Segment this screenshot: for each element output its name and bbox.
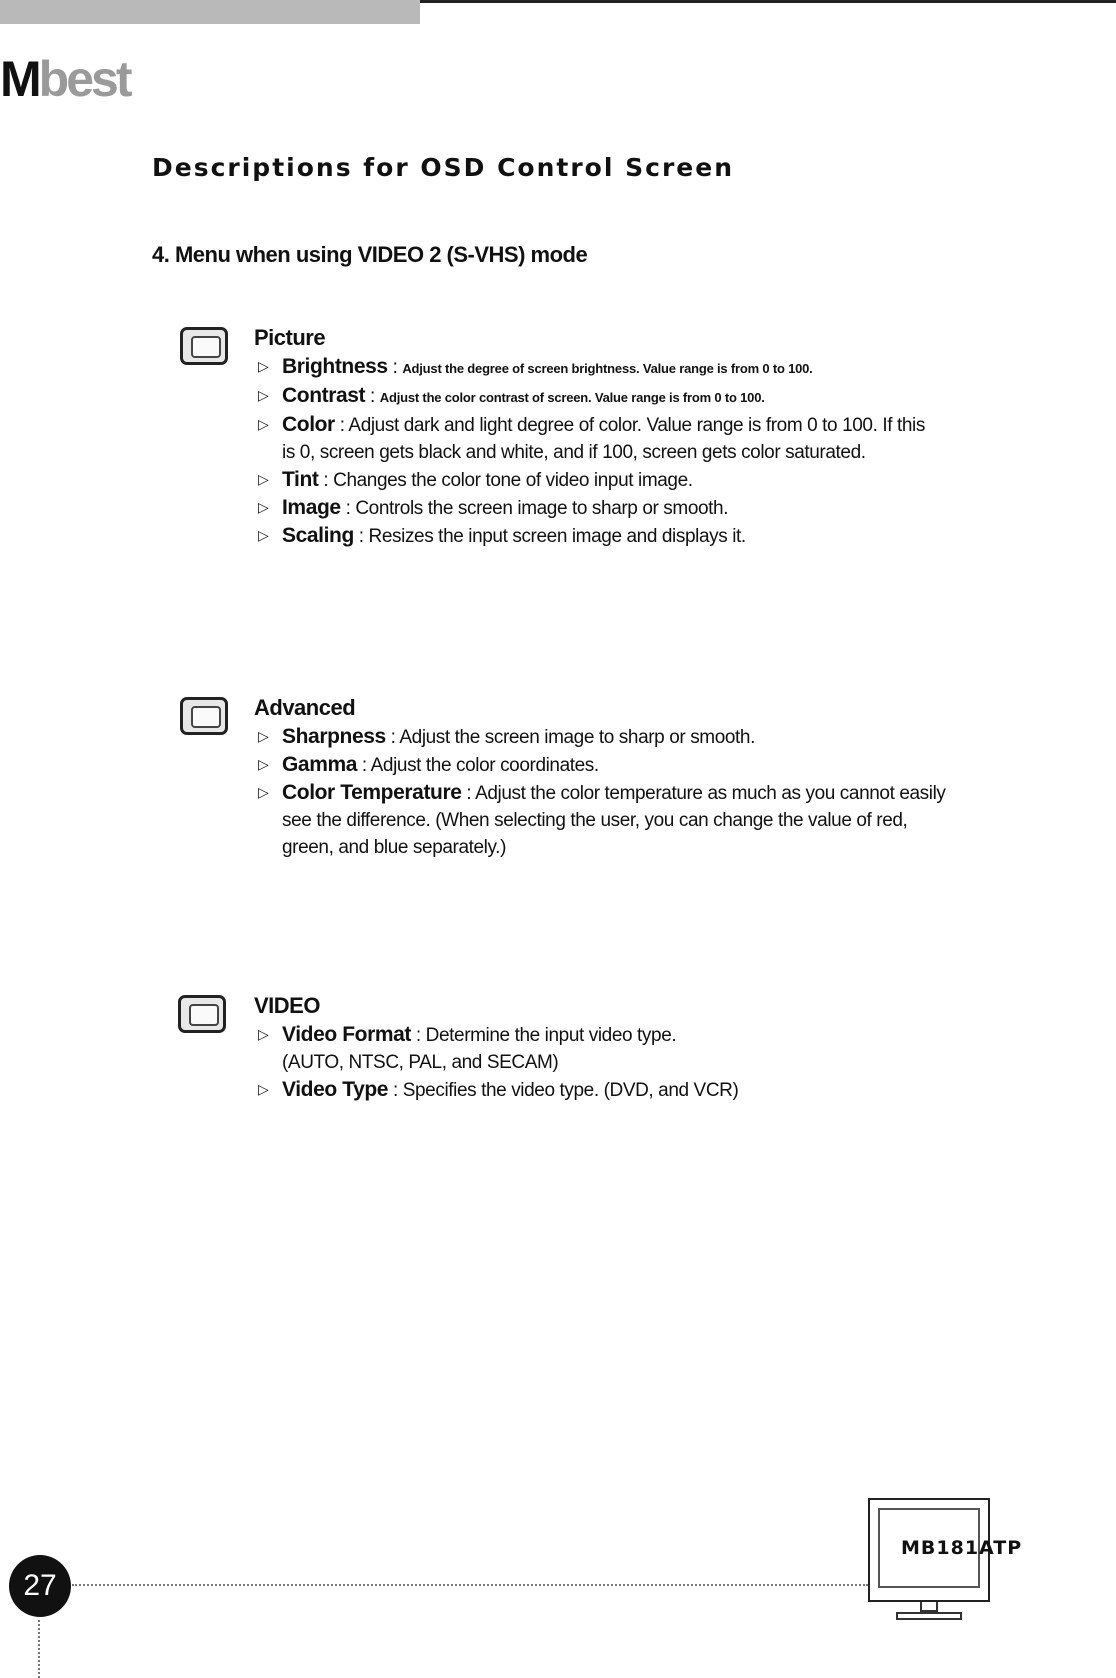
footer-dotted-rule [72, 1584, 868, 1586]
picture-menu-icon [180, 327, 228, 365]
menu-item-contrast: ▷ Contrast : Adjust the color contrast of screen. Value range is from 0 to 100. [258, 382, 988, 411]
menu-item-color: ▷ Color : Adjust dark and light degree of color. Value range is from 0 to 100. If this is 0, screen gets black and white, and if 100, screen gets color saturated. [258, 411, 942, 466]
monitor-neck [920, 1602, 938, 1612]
menu-item-brightness: ▷ Brightness : Adjust the degree of screen brightness. Value range is from 0 to 100. [258, 353, 988, 382]
advanced-menu-icon [180, 697, 228, 735]
header-rule [420, 0, 1116, 3]
menu-item-gamma: ▷ Gamma : Adjust the color coordinates. [258, 751, 988, 779]
section-heading: 4. Menu when using VIDEO 2 (S-VHS) mode [152, 242, 588, 267]
monitor-base [896, 1612, 962, 1620]
menu-item-list [258, 1021, 988, 1104]
page-title: Descriptions for OSD Control Screen [152, 153, 734, 182]
footer-dotted-vertical [38, 1620, 40, 1678]
brand-logo: Mbest [0, 51, 130, 107]
menu-item-color-temperature: ▷ Color Temperature : Adjust the color temperature as much as you cannot easily see the difference. (When selecting the user, you can change the value of red, green, and blue separately.) [258, 779, 962, 861]
model-label: MB181ATP [901, 1537, 1023, 1559]
monitor-icon [868, 1498, 992, 1622]
menu-title: Advanced [254, 695, 356, 720]
menu-item-video-type: ▷ Video Type : Specifies the video type. (DVD, and VCR) [258, 1076, 988, 1104]
menu-title: Picture [254, 325, 326, 350]
menu-title: VIDEO [254, 993, 320, 1018]
menu-item-image: ▷ Image : Controls the screen image to sharp or smooth. [258, 494, 988, 522]
menu-item-tint: ▷ Tint : Changes the color tone of video input image. [258, 466, 988, 494]
menu-item-video-format: ▷ Video Format : Determine the input video type. (AUTO, NTSC, PAL, and SECAM) [258, 1021, 742, 1076]
menu-item-list [258, 353, 988, 550]
video-menu-icon [178, 995, 226, 1033]
menu-item-sharpness: ▷ Sharpness : Adjust the screen image to sharp or smooth. [258, 723, 988, 751]
header-grey-bar [0, 0, 420, 24]
page-number: 27 [9, 1555, 71, 1617]
menu-item-list [258, 723, 988, 861]
menu-item-scaling: ▷ Scaling : Resizes the input screen image and displays it. [258, 522, 988, 550]
